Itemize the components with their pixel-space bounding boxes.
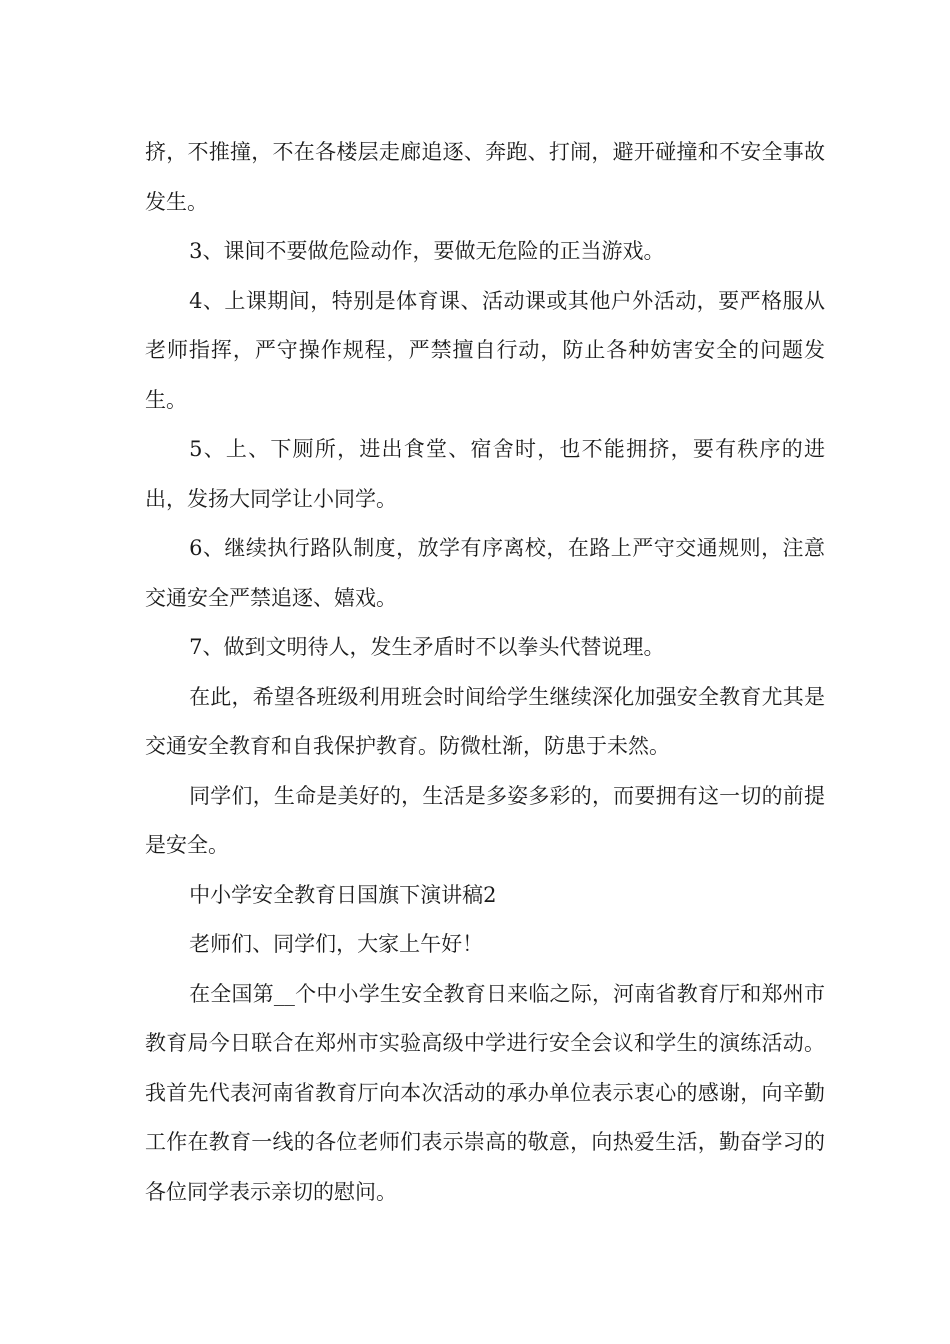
paragraph-rule-4: 4、上课期间，特别是体育课、活动课或其他户外活动，要严格服从老师指挥，严守操作规程，严禁擅自行动，防止各种妨害安全的问题发生。 <box>145 288 825 412</box>
document-page <box>145 128 825 1217</box>
section-title: 中小学安全教育日国旗下演讲稿2 <box>189 882 497 907</box>
paragraph-continuation: 挤，不推撞，不在各楼层走廊追逐、奔跑、打闹，避开碰撞和不安全事故发生。 <box>145 140 825 214</box>
greeting: 老师们、同学们，大家上午好！ <box>189 932 484 956</box>
paragraph-rule-3: 3、课间不要做危险动作，要做无危险的正当游戏。 <box>189 239 665 263</box>
paragraph-rule-5: 5、上、下厕所，进出食堂、宿舍时，也不能拥挤，要有秩序的进出，发扬大同学让小同学。 <box>145 437 825 511</box>
paragraph-hope: 在此，希望各班级利用班会时间给学生继续深化加强安全教育尤其是交通安全教育和自我保护教育。防微杜渐，防患于未然。 <box>145 684 825 758</box>
paragraph-rule-7: 7、做到文明待人，发生矛盾时不以拳头代替说理。 <box>189 635 665 659</box>
paragraph-rule-6: 6、继续执行路队制度，放学有序离校，在路上严守交通规则，注意交通安全严禁追逐、嬉戏。 <box>145 536 825 610</box>
paragraph-closing: 同学们，生命是美好的，生活是多姿多彩的，而要拥有这一切的前提是安全。 <box>145 783 825 857</box>
paragraph-intro: 在全国第__个中小学生安全教育日来临之际，河南省教育厅和郑州市教育局今日联合在郑州市实验高级中学进行安全会议和学生的演练活动。我首先代表河南省教育厅向本次活动的承办单位表示衷心的感谢，向辛勤工作在教育一线的各位老师们表示崇高的敬意，向热爱生活，勤奋学习的各位同学表示亲切的慰问。 <box>145 981 825 1204</box>
